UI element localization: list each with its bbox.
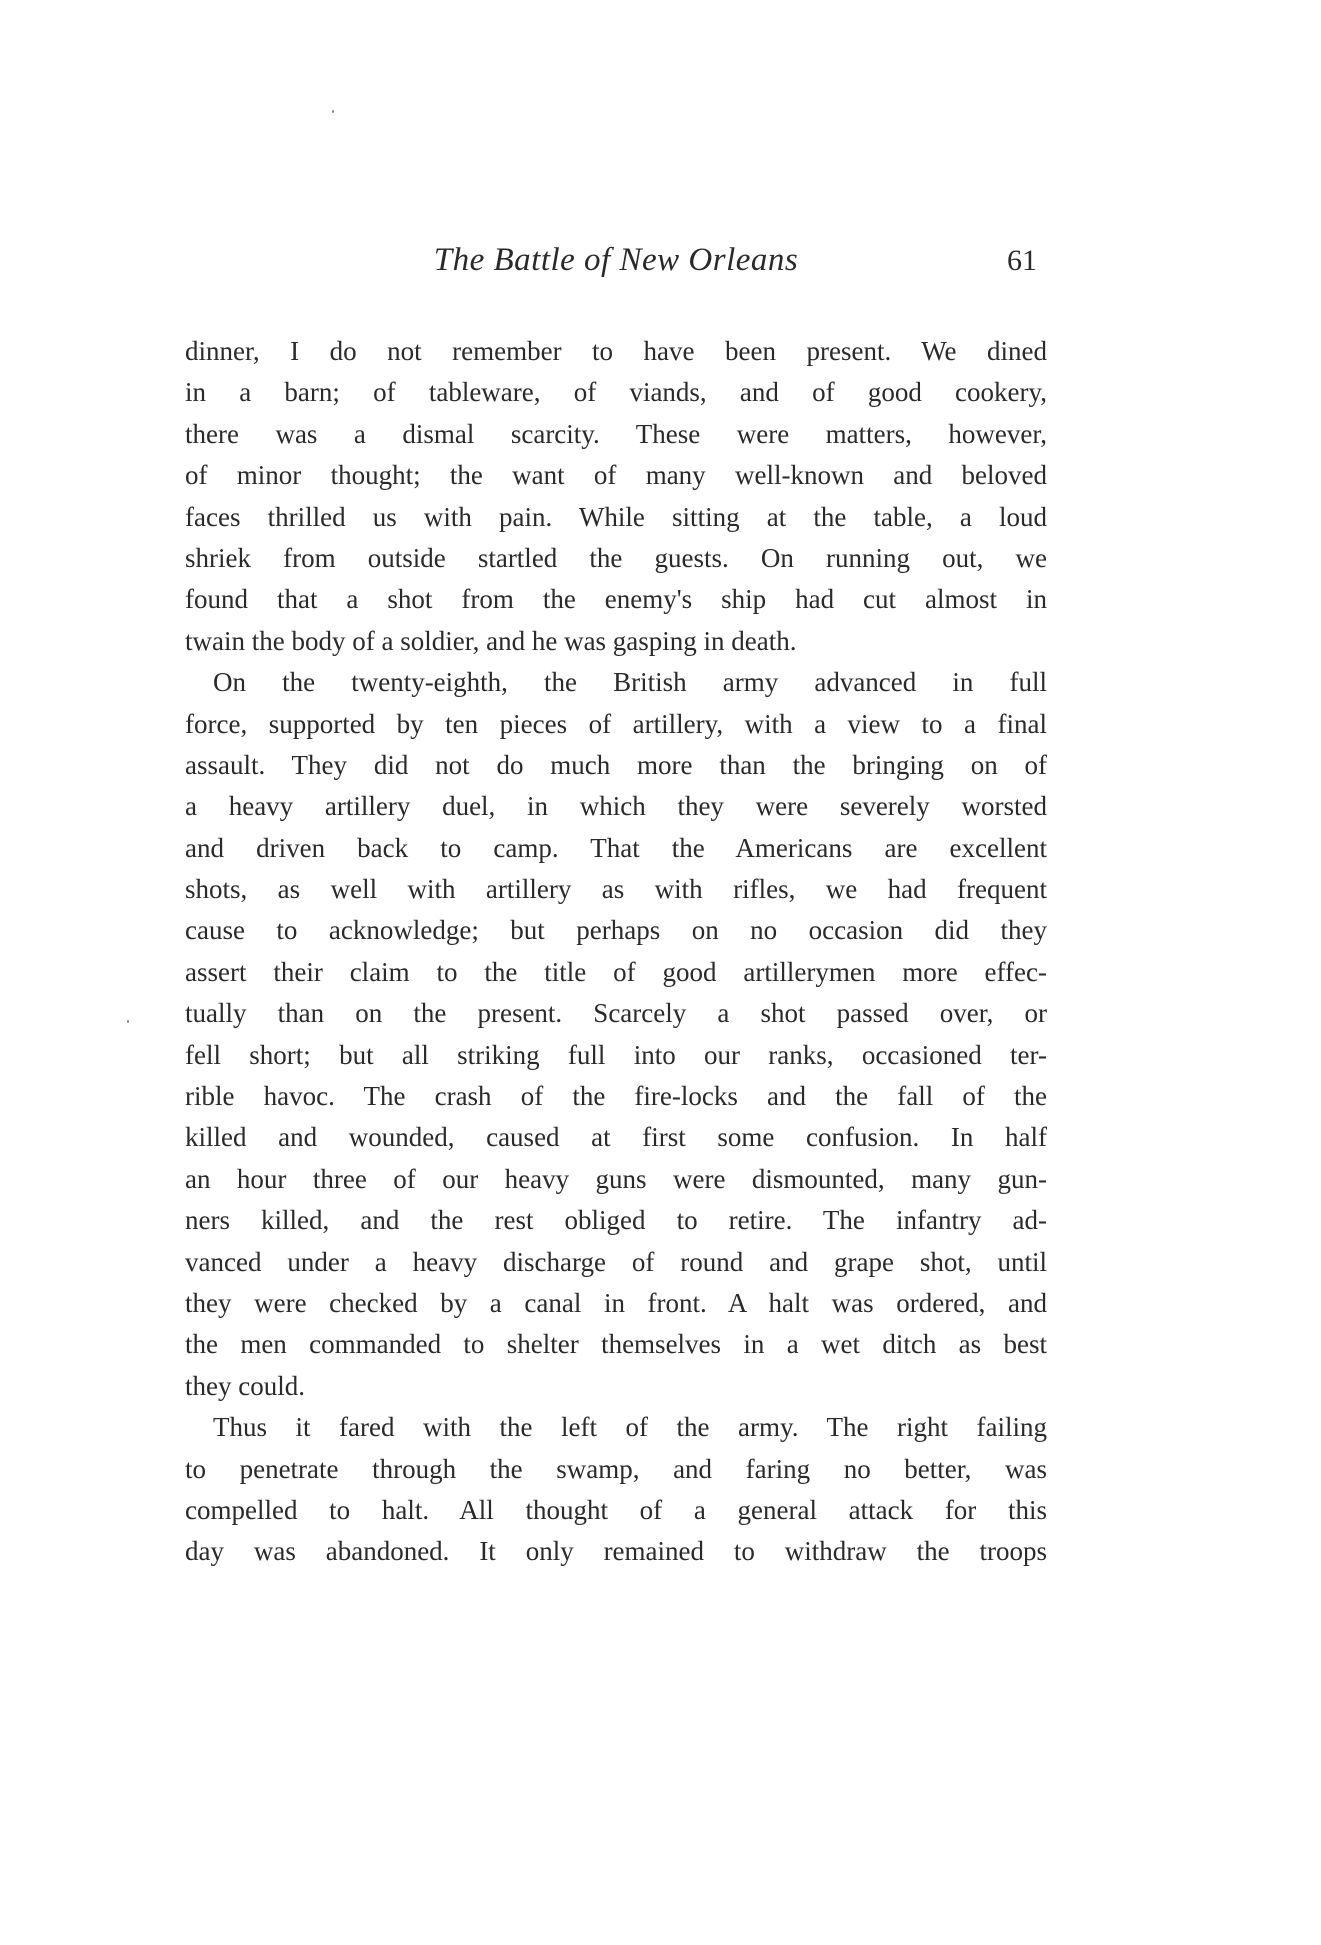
running-title: The Battle of New Orleans	[433, 242, 799, 278]
text-line: to penetrate through the swamp, and faring no better, was	[185, 1453, 1047, 1484]
text-line: they could.	[185, 1370, 305, 1401]
text-line: fell short; but all striking full into our ranks, occasioned ter-	[185, 1039, 1047, 1070]
page-number: 61	[1007, 244, 1037, 277]
text-line: ners killed, and the rest obliged to retire. The infantry ad-	[185, 1205, 1047, 1236]
text-line: faces thrilled us with pain. While sitting at the table, a loud	[185, 501, 1047, 532]
body-text	[185, 331, 1047, 1573]
text-line: tually than on the present. Scarcely a shot passed over, or	[185, 998, 1047, 1029]
text-line: of minor thought; the want of many well-known and beloved	[185, 460, 1047, 491]
paragraph-2	[185, 662, 1047, 1407]
text-line: found that a shot from the enemy's ship had cut almost in	[185, 584, 1047, 615]
text-line: they were checked by a canal in front. A halt was ordered, and	[185, 1287, 1047, 1318]
text-line: day was abandoned. It only remained to withdraw the troops	[185, 1536, 1047, 1567]
page-header	[185, 242, 1047, 292]
text-line: shots, as well with artillery as with rifles, we had frequent	[185, 874, 1047, 905]
text-line: shriek from outside startled the guests. On running out, we	[185, 542, 1047, 573]
text-line: dinner, I do not remember to have been present. We dined	[185, 336, 1047, 366]
text-line: Thus it fared with the left of the army. The right failing	[213, 1412, 1047, 1443]
text-line: an hour three of our heavy guns were dismounted, many gun-	[185, 1163, 1047, 1194]
text-line: assert their claim to the title of good artillerymen more effec-	[185, 956, 1047, 987]
text-line: cause to acknowledge; but perhaps on no occasion did they	[185, 915, 1047, 946]
paragraph-1	[185, 331, 1047, 662]
scan-speck	[127, 1020, 129, 1023]
text-line: compelled to halt. All thought of a general attack for this	[185, 1494, 1047, 1525]
text-line: in a barn; of tableware, of viands, and of good cookery,	[185, 377, 1047, 408]
text-line: force, supported by ten pieces of artillery, with a view to a final	[185, 708, 1047, 739]
scan-speck	[332, 110, 334, 113]
text-line: On the twenty-eighth, the British army advanced in full	[213, 667, 1047, 698]
text-line: twain the body of a soldier, and he was gasping in death.	[185, 625, 797, 656]
text-line: assault. They did not do much more than the bringing on of	[185, 749, 1047, 780]
text-line: rible havoc. The crash of the fire-locks and the fall of the	[185, 1081, 1047, 1112]
text-line: killed and wounded, caused at first some confusion. In half	[185, 1122, 1047, 1153]
text-line: and driven back to camp. That the Americans are excellent	[185, 832, 1047, 863]
text-line: there was a dismal scarcity. These were matters, however,	[185, 418, 1047, 449]
text-line: a heavy artillery duel, in which they were severely worsted	[185, 791, 1047, 822]
text-line: the men commanded to shelter themselves in a wet ditch as best	[185, 1329, 1047, 1360]
paragraph-3	[185, 1407, 1047, 1573]
text-line: vanced under a heavy discharge of round and grape shot, until	[185, 1246, 1047, 1277]
